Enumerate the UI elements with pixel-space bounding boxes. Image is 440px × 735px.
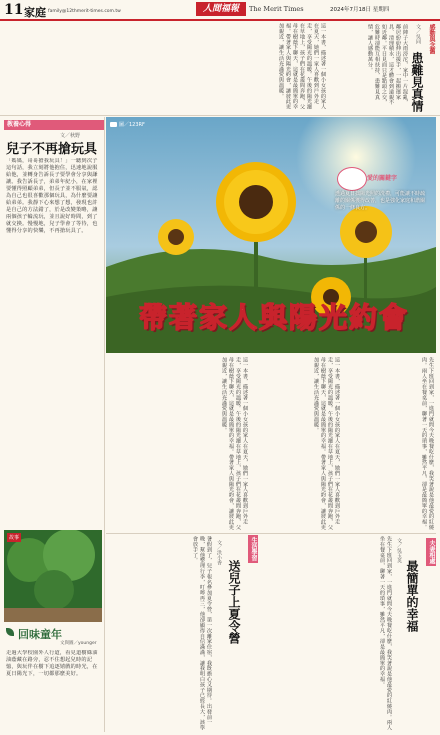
- story4-title: 最簡單的幸福: [405, 560, 419, 632]
- feeling-author: 文／吳同: [415, 24, 421, 44]
- story3-body: 暑假到了，兒子報名參加夏令營，第一次離家住宿，我既擔心又期待。出發前一晚，幫他整理行李，叮嚀再三，他卻顯得自信滿滿，讓我明白孩子已經長大，該學會放手了。: [192, 536, 212, 731]
- section-name: 家庭: [24, 6, 46, 19]
- feature-title: 帶著家人與陽光約會: [138, 301, 409, 334]
- photo-credit: 圖／123RF: [119, 122, 145, 128]
- heart-caption-box: [331, 167, 431, 231]
- logo-text: 人間福報: [202, 4, 239, 14]
- heart-label: 愛的關鍵字: [367, 175, 398, 182]
- camera-credit: [110, 121, 145, 128]
- camera-icon: [110, 122, 117, 127]
- photo-label: 故事: [9, 535, 20, 541]
- tag-education: [4, 120, 105, 130]
- story1-author: 文／秋野: [60, 133, 81, 139]
- story3-author: 文／洪小香: [216, 540, 222, 565]
- page-number: 11: [4, 2, 24, 18]
- heart-bubble-icon: [337, 167, 367, 191]
- feeling-tag: 感動與念舊: [428, 24, 435, 54]
- feature-body-top: 這一本書，描述著一個小女孩的家人在夏天，她們一家人喜歡到戶外走走，享受陽光的溫暖。午後的陽光灑在草地上，孩子們在花叢間奔跑，父母在樹蔭下聊天，這就是最簡單的幸福。帶著家人與陽光約會，讓彼此更加親近，讓生活充滿愛與溫暖。: [278, 23, 326, 110]
- divider-top-left: [0, 115, 440, 116]
- header-rule: [0, 19, 440, 21]
- header-logo: [196, 2, 246, 16]
- sunflower-small: [158, 219, 194, 255]
- divider-mid: [106, 533, 436, 534]
- feature-body-mid: 這一本書，描述著一個小女孩的家人在夏天，她們一家人喜歡到戶外走走，享受陽光的溫暖。午後的陽光灑在草地上，孩子們在花叢間奔跑，父母在樹蔭下聊天，這就是最簡單的幸福。帶著家人與陽光約會，讓彼此更加親近，讓生活充滿愛與溫暖。: [221, 357, 248, 530]
- sunflower-large: [216, 162, 296, 242]
- story1-body: 「媽媽，哥哥搶我玩具！」一聽到次子這句話，我立刻將他抱住，迅速地說服給他，並轉身告訴長子要學會分享與謙讓。我告訴長子，弟弟年紀小，在家裡要懂得照顧弟弟，但長子並不服氣，認為自己也很喜歡那個玩具，為什麼要讓給弟弟。我靜下心來想了想，發現也許是自己的方法錯了，於是改變策略，讓兩個孩子輪流玩，並且說好時間，到了就交換。慢慢地，兒子學會了等待，也懂得分享的快樂，不再搶玩具了。: [6, 158, 98, 234]
- leaf-icon: [6, 628, 14, 636]
- feeling-body: 前陣子大雨滂沱，家中一片混亂，鄰居紛紛伸出援手，一起搬運家具、清理積水，這才體會到遠親不如近鄰。平日見面只是點頭之交，危難時卻能互相扶持，患難見真情，讓人感動萬分。: [367, 24, 408, 105]
- story2-body: 走過大學校園外人行道，看見道樹綠油油蔭藏在路旁，忍不住想起兒時的記憶，與玩伴在樹下追逐嬉戲的時光，在夏日陽光下，一切都那麼美好。: [6, 650, 98, 677]
- story4-body: 先生下班回到家，一進門就問今天晚餐吃什麼，我笑著說是他最愛的紅燒肉。兩人坐在餐桌前，聊著一天的瑣事，雖然平凡，卻是最簡單的幸福。: [379, 536, 392, 731]
- heart-text: 透過夏日拙陽光照的洗禮，可能讓不時疏離的關係獲得改善，也是強化家庭和諧關係的一條良方。: [335, 191, 426, 211]
- feeling-title: 患難見真情: [410, 52, 424, 112]
- story2-title: 回味童年: [18, 628, 62, 641]
- divider-left: [104, 117, 105, 732]
- story4-author: 文／吳玉英: [396, 538, 402, 563]
- tag-education-label: 教養心得: [7, 121, 32, 128]
- story2-photo: [4, 530, 102, 622]
- story1-title: 兒子不再搶玩具: [6, 142, 98, 157]
- story2-author: 文與圖／younger: [60, 641, 97, 646]
- tree-photo: [4, 530, 102, 622]
- tag-couple-label: 夫妻相處: [428, 540, 435, 564]
- story3-title: 送兒子上夏令營: [227, 560, 241, 644]
- tag-couple: [426, 538, 436, 566]
- logo-english: The Merit Times: [249, 5, 304, 13]
- feature-body-lower: 這一本書，描述著一個小女孩的家人在夏天，她們一家人喜歡到戶外走走，享受陽光的溫暖。午後的陽光灑在草地上，孩子們在花叢間奔跑，父母在樹蔭下聊天，這就是最簡單的幸福。帶著家人與陽光約會，讓彼此更加親近，讓生活充滿愛與溫暖。: [313, 357, 340, 530]
- section-email: family@12thmerit-times.com.tw: [48, 9, 121, 14]
- story-right-upper: 先生下班回到家，一進門就問今天晚餐吃什麼，我笑著說是他最愛的紅燒肉。兩人坐在餐桌前，聊著一天的瑣事，雖然平凡，卻是最簡單的幸福。: [421, 357, 434, 530]
- page-header: [0, 0, 440, 20]
- issue-date: 2024年7月18日 星期四: [330, 7, 390, 13]
- tag-life-label: 生活學習: [250, 537, 257, 561]
- feeling-column: [330, 22, 436, 114]
- tag-life: [248, 535, 258, 563]
